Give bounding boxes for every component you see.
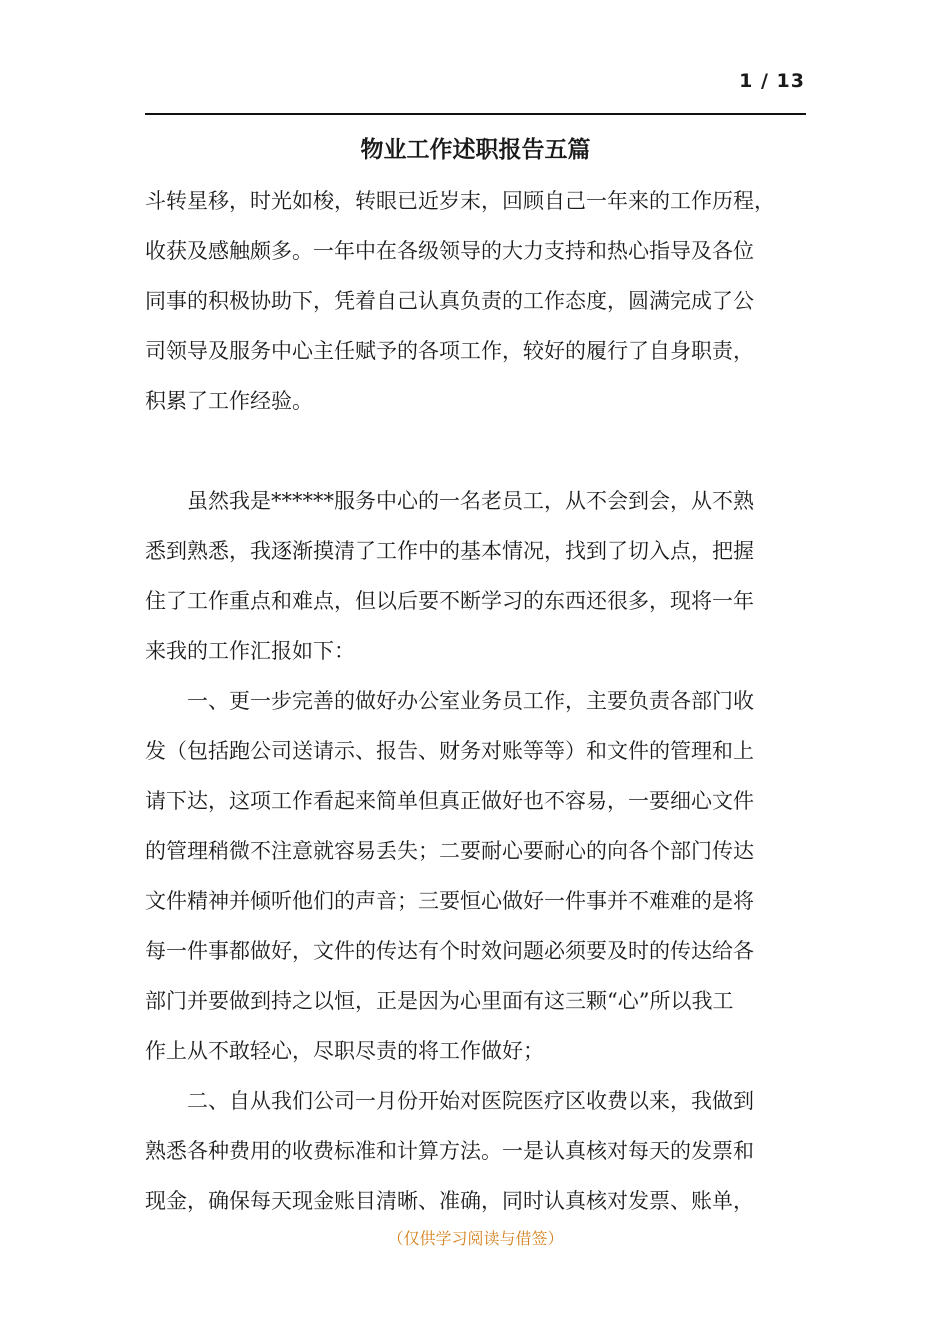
paragraph-item-two: 二、自从我们公司一月份开始对医院医疗区收费以来，我做到 熟悉各种费用的收费标准和计算方法。一是认真核对每天的发票和 现金，确保每天现金账目清晰、准确，同时认真核对发票、账单， [145,1089,754,1213]
document-body [145,176,817,1226]
document-title: 物业工作述职报告五篇 [360,136,591,163]
footer-note: （仅供学习阅读与借签） [387,1229,564,1248]
page-number: 1 / 13 [739,70,805,92]
header-divider [145,113,806,115]
paragraph-item-one: 一、更一步完善的做好办公室业务员工作，主要负责各部门收 发（包括跑公司送请示、报告、财务对账等等）和文件的管理和上 请下达，这项工作看起来简单但真正做好也不容易，一要细心文件 的管理稍微不注意就容易丢失；二要耐心要耐心的向各个部门传达 文件精神并倾听他们的声音；三要恒心做好一件事并不难难的是将 每一件事都做好，文件的传达有个时效问题必须要及时的传达给各 部门并要做到持之以恒，正是因为心里面有这三颗“心”所以我工 作上从不敢轻心，尽职尽责的将工作做好； [145,689,754,1063]
paragraph-intro: 斗转星移，时光如梭，转眼已近岁末，回顾自己一年来的工作历程， 收获及感触颇多。一年中在各级领导的大力支持和热心指导及各位 同事的积极协助下，凭着自己认真负责的工作态度，圆满完成了公 司领导及服务中心主任赋予的各项工作，较好的履行了自身职责， 积累了工作经验。 [145,189,775,413]
paragraph-overview: 虽然我是******服务中心的一名老员工，从不会到会，从不熟 悉到熟悉，我逐渐摸清了工作中的基本情况，找到了切入点，把握 住了工作重点和难点，但以后要不断学习的东西还很多，现将一年 来我的工作汇报如下： [145,489,754,663]
